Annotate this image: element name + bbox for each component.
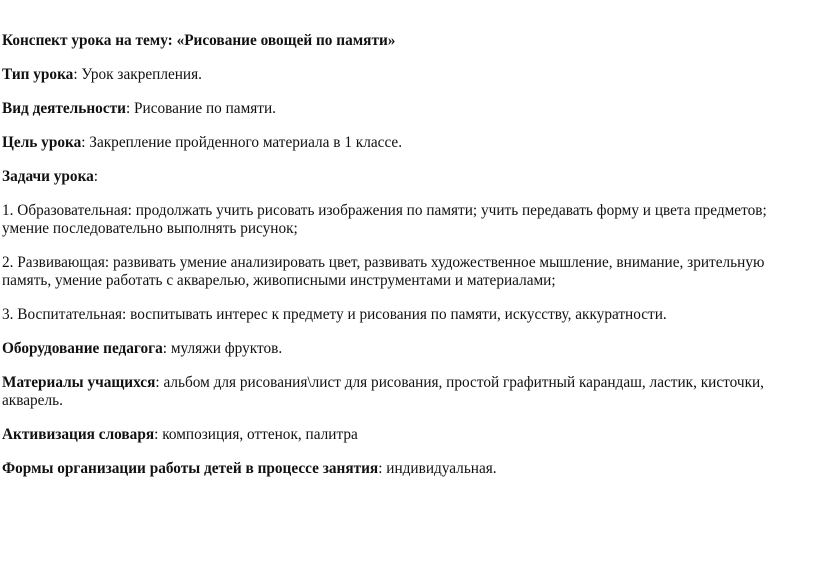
field-separator: :: [81, 134, 90, 151]
field-vocabulary: [2, 426, 810, 444]
field-label: Активизация словаря: [2, 426, 155, 443]
field-label: Цель урока: [2, 134, 82, 151]
field-teacher-equipment: [2, 340, 810, 358]
field-lesson-type: [2, 66, 810, 84]
field-value: альбом для рисования\лист для рисования, простой графитный карандаш, ластик, кисточки, акварель.: [2, 374, 765, 409]
field-label: Формы организации работы детей в процессе занятия: [2, 460, 379, 477]
field-value: Рисование по памяти.: [134, 100, 276, 117]
field-label: Тип урока: [2, 66, 74, 83]
field-label: Задачи урока: [2, 168, 94, 185]
field-value: индивидуальная.: [386, 460, 497, 477]
field-separator: :: [155, 374, 164, 391]
field-separator: :: [378, 460, 387, 477]
field-value: Урок закрепления.: [81, 66, 202, 83]
task-developing: 2. Развивающая: развивать умение анализировать цвет, развивать художественное мышление, внимание, зрительную память, умение работать с акварелью, живописными инструментами и материалами;: [2, 254, 765, 289]
field-value: композиция, оттенок, палитра: [162, 426, 358, 443]
field-separator: :: [162, 340, 171, 357]
task-upbringing: 3. Воспитательная: воспитывать интерес к предмету и рисования по памяти, искусству, аккуратности.: [2, 306, 667, 323]
field-separator: :: [73, 66, 82, 83]
field-separator: :: [154, 426, 163, 443]
field-work-forms: [2, 460, 810, 478]
field-separator: :: [125, 100, 135, 117]
field-value: Закрепление пройденного материала в 1 классе.: [89, 134, 403, 151]
field-label: Материалы учащихся: [2, 374, 156, 391]
field-label: Оборудование педагога: [2, 340, 163, 357]
task-educational: 1. Образовательная: продолжать учить рисовать изображения по памяти; учить передавать форму и цвета предметов; умение последовательно выполнять рисунок;: [2, 202, 767, 237]
field-value: муляжи фруктов.: [170, 340, 283, 357]
document-title: Конспект урока на тему: «Рисование овощей по памяти»: [2, 32, 396, 49]
field-lesson-tasks: [2, 168, 810, 186]
field-separator: :: [93, 168, 99, 185]
field-lesson-goal: [2, 134, 810, 152]
field-activity-type: [2, 100, 810, 118]
field-student-materials: [2, 374, 810, 410]
document-content: [2, 32, 810, 494]
field-label: Вид деятельности: [2, 100, 126, 117]
